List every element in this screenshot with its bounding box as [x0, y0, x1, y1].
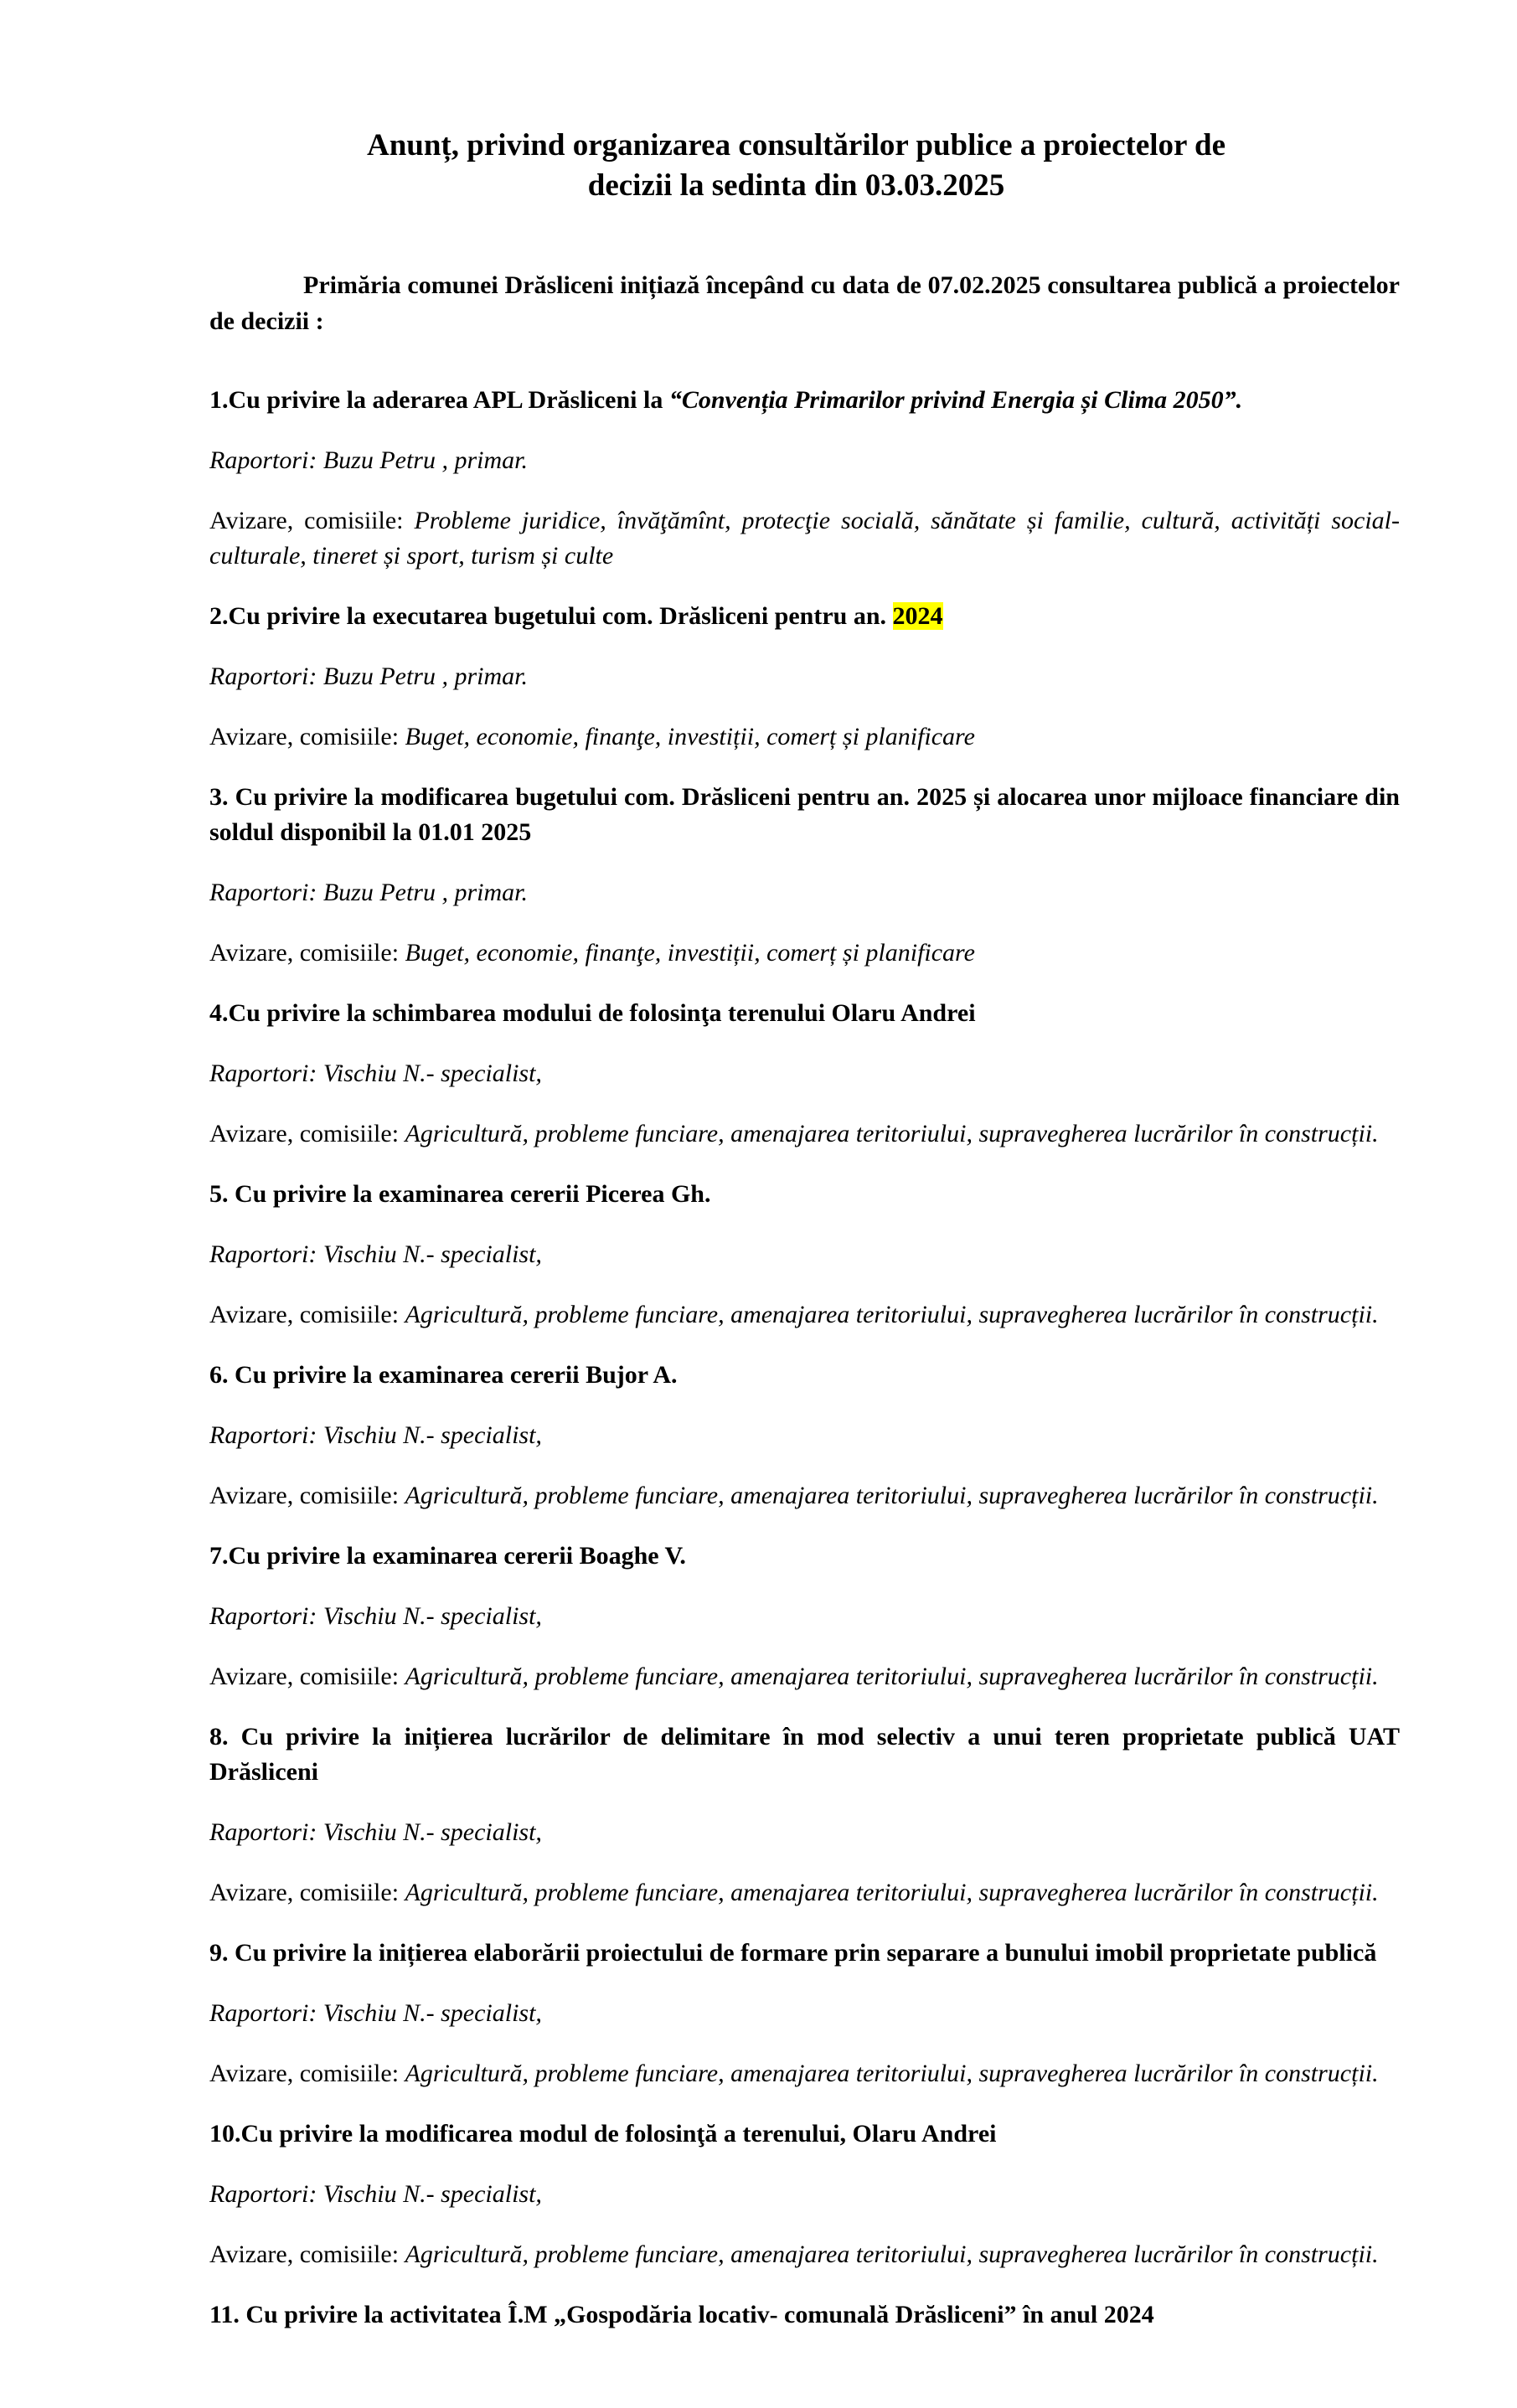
- item-raportori: Raportori: Vischiu N.- specialist,: [209, 1818, 542, 1847]
- avizare-commission: Agricultură, probleme funciare, amenajarea teritoriului, supravegherea lucrărilor în construcții.: [405, 2240, 1379, 2269]
- item-title-text: Cu privire la activitatea Î.M „Gospodăria locativ- comunală Drăsliceni” în anul 2024: [245, 2301, 1154, 2329]
- list-item: [209, 1177, 1400, 1333]
- item-title: [209, 996, 1400, 1031]
- list-item: [209, 1720, 1400, 1910]
- item-raportori: Raportori: Vischiu N.- specialist,: [209, 1999, 542, 2028]
- item-avizare: [209, 1478, 1400, 1513]
- item-title-text: Cu privire la modificarea bugetului com. Drăsliceni pentru an. 2025 și alocarea unor mijloace financiare din soldul disponibil la 01.01 2025: [209, 783, 1400, 847]
- item-title-text: Cu privire la examinarea cererii Picerea Gh.: [235, 1180, 711, 1209]
- item-title: [209, 2297, 1400, 2333]
- item-number: 2.: [209, 602, 229, 631]
- page-title-line-2: decizii la sedinta din 03.03.2025: [587, 168, 1005, 204]
- avizare-label: Avizare, comisiile:: [209, 1482, 405, 1510]
- item-title-text: Cu privire la modificarea modul de folosinţă a terenului, Olaru Andrei: [240, 2120, 997, 2148]
- item-avizare: [209, 2237, 1400, 2272]
- item-title-text: Cu privire la examinarea cererii Bujor A.: [235, 1361, 678, 1390]
- item-title-text: Cu privire la inițierea elaborării proiectului de formare prin separare a bunului imobil proprietate publică: [235, 1939, 1377, 1967]
- item-number: 10.: [209, 2120, 241, 2148]
- item-raportori: Raportori: Buzu Petru , primar.: [209, 446, 529, 475]
- avizare-commission: Probleme juridice, învăţămînt, protecţie socială, sănătate și familie, cultură, activități social-culturale, tineret și sport, turism și culte: [209, 507, 1400, 570]
- item-title: [209, 1936, 1400, 1971]
- item-raportori: Raportori: Vischiu N.- specialist,: [209, 2180, 542, 2209]
- item-avizare: [209, 503, 1400, 574]
- item-title: [209, 1539, 1400, 1574]
- avizare-commission: Agricultură, probleme funciare, amenajarea teritoriului, supravegherea lucrărilor în construcții.: [405, 1663, 1379, 1691]
- item-title-text: Cu privire la executarea bugetului com. Drăsliceni pentru an.: [228, 602, 893, 631]
- item-raportori: Raportori: Vischiu N.- specialist,: [209, 1602, 542, 1631]
- page-title: [226, 126, 1366, 206]
- item-avizare: [209, 719, 1400, 755]
- avizare-commission: Agricultură, probleme funciare, amenajarea teritoriului, supravegherea lucrărilor în construcții.: [405, 1301, 1379, 1329]
- item-number: 3.: [209, 783, 235, 812]
- item-avizare: [209, 936, 1400, 971]
- item-title-text: Cu privire la inițierea lucrărilor de delimitare în mod selectiv a unui teren proprietate publică UAT Drăsliceni: [209, 1723, 1400, 1787]
- avizare-label: Avizare, comisiile:: [209, 507, 415, 535]
- item-title: [209, 1177, 1400, 1212]
- list-item: [209, 1358, 1400, 1513]
- list-item: [209, 383, 1400, 574]
- item-title: [209, 383, 1400, 418]
- item-raportori: Raportori: Buzu Petru , primar.: [209, 879, 529, 907]
- item-number: 5.: [209, 1180, 235, 1209]
- list-item: [209, 996, 1400, 1152]
- item-title-text: Cu privire la examinarea cererii Boaghe V.: [228, 1542, 686, 1570]
- avizare-label: Avizare, comisiile:: [209, 939, 405, 967]
- avizare-commission: Buget, economie, finanţe, investiții, comerț și planificare: [405, 723, 975, 751]
- avizare-label: Avizare, comisiile:: [209, 2240, 405, 2269]
- avizare-label: Avizare, comisiile:: [209, 1120, 405, 1148]
- item-avizare: [209, 1116, 1400, 1152]
- avizare-commission: Agricultură, probleme funciare, amenajarea teritoriului, supravegherea lucrărilor în construcții.: [405, 1120, 1379, 1148]
- list-item: [209, 599, 1400, 755]
- item-avizare: [209, 1297, 1400, 1333]
- item-title: [209, 780, 1400, 850]
- list-item: [209, 780, 1400, 971]
- item-raportori: Raportori: Vischiu N.- specialist,: [209, 1421, 542, 1450]
- avizare-commission: Agricultură, probleme funciare, amenajarea teritoriului, supravegherea lucrărilor în construcții.: [405, 1879, 1379, 1907]
- avizare-label: Avizare, comisiile:: [209, 1879, 405, 1907]
- highlighted-year: 2024: [892, 602, 943, 631]
- item-raportori: Raportori: Vischiu N.- specialist,: [209, 1060, 542, 1088]
- decision-projects-list: [209, 383, 1400, 2333]
- item-title: [209, 1720, 1400, 1790]
- item-raportori: Raportori: Vischiu N.- specialist,: [209, 1240, 542, 1269]
- avizare-commission: Agricultură, probleme funciare, amenajarea teritoriului, supravegherea lucrărilor în construcții.: [405, 2060, 1379, 2088]
- item-title-text: Cu privire la schimbarea modului de folosinţa terenului Olaru Andrei: [228, 999, 976, 1028]
- item-number: 7.: [209, 1542, 229, 1570]
- item-title: [209, 599, 1400, 634]
- item-title-italic: “Convenția Primarilor privind Energia și Clima 2050”.: [668, 386, 1243, 415]
- intro-paragraph: [209, 268, 1400, 339]
- page-title-line-1: Anunț, privind organizarea consultărilor publice a proiectelor de: [366, 128, 1226, 162]
- item-avizare: [209, 1875, 1400, 1910]
- avizare-commission: Agricultură, probleme funciare, amenajarea teritoriului, supravegherea lucrărilor în construcții.: [405, 1482, 1379, 1510]
- list-item: [209, 1539, 1400, 1694]
- avizare-label: Avizare, comisiile:: [209, 1663, 405, 1691]
- item-number: 8.: [209, 1723, 241, 1751]
- list-item: [209, 2117, 1400, 2272]
- avizare-label: Avizare, comisiile:: [209, 2060, 405, 2088]
- item-number: 1.: [209, 386, 229, 415]
- item-title: [209, 2117, 1400, 2152]
- avizare-commission: Buget, economie, finanţe, investiții, comerț și planificare: [405, 939, 975, 967]
- list-item: [209, 2297, 1400, 2333]
- list-item: [209, 1936, 1400, 2091]
- item-number: 11.: [209, 2301, 246, 2329]
- item-title-text: Cu privire la aderarea APL Drăsliceni la: [228, 386, 669, 415]
- item-number: 4.: [209, 999, 229, 1028]
- item-title: [209, 1358, 1400, 1393]
- item-avizare: [209, 2056, 1400, 2091]
- item-number: 6.: [209, 1361, 235, 1390]
- item-number: 9.: [209, 1939, 235, 1967]
- item-raportori: Raportori: Buzu Petru , primar.: [209, 663, 529, 691]
- avizare-label: Avizare, comisiile:: [209, 1301, 405, 1329]
- avizare-label: Avizare, comisiile:: [209, 723, 405, 751]
- item-avizare: [209, 1659, 1400, 1694]
- intro-text: Primăria comunei Drăsliceni inițiază începând cu data de 07.02.2025 consultarea publică a proiectelor de decizii :: [209, 271, 1400, 335]
